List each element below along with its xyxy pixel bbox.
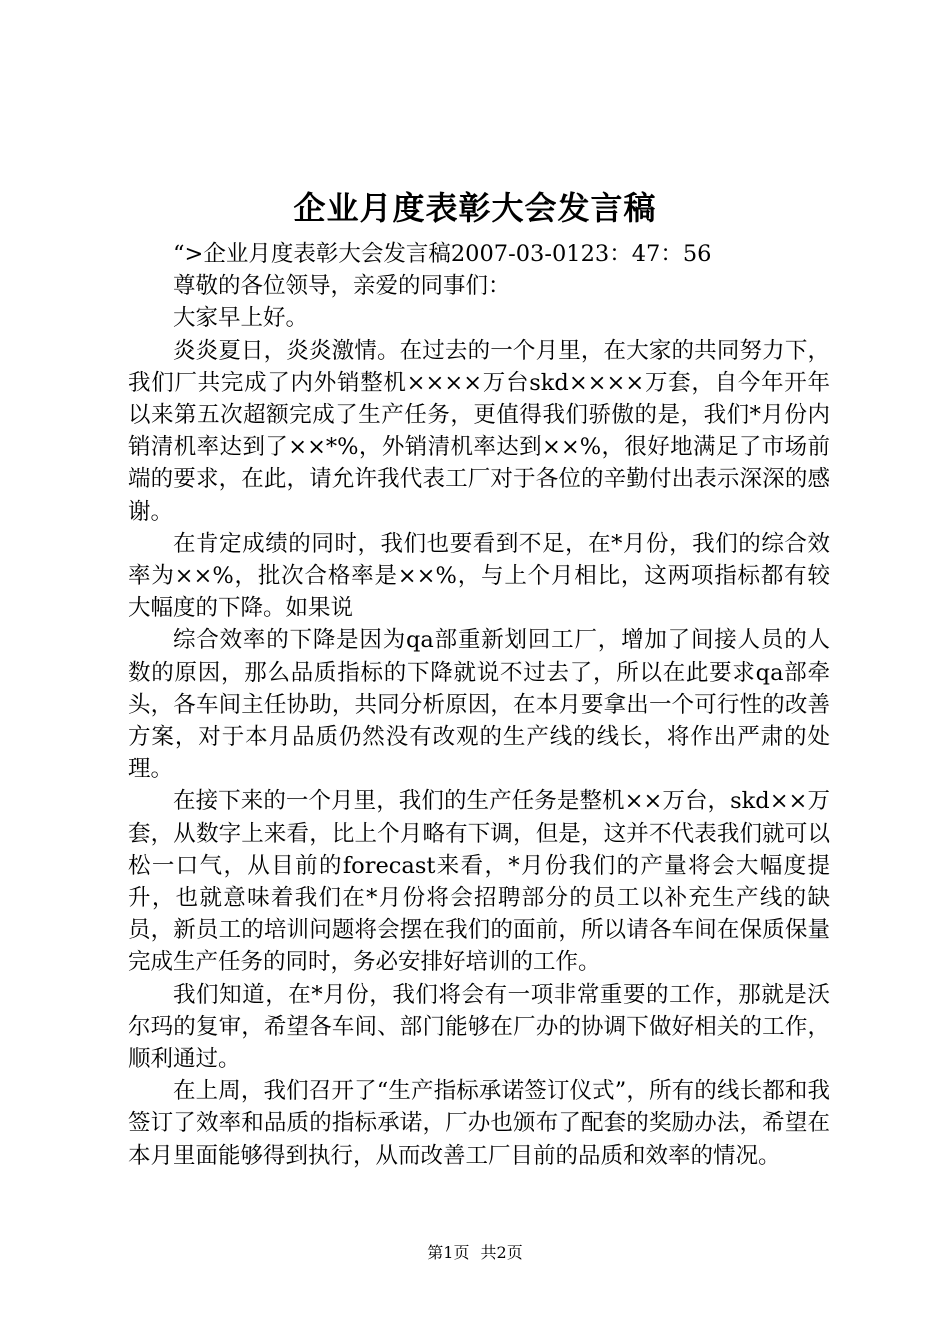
paragraph-efficiency-analysis: 综合效率的下降是因为qa部重新划回工厂，增加了间接人员的人数的原因，那么品质指标的下降就说不过去了，所以在此要求qa部牵头，各车间主任协助，共同分析原因，在本月要拿出一个可行性的改善方案，对于本月品质仍然没有改观的生产线的线长，将作出严肃的处理。 [128,627,830,783]
paragraph-shortcomings: 在肯定成绩的同时，我们也要看到不足，在*月份，我们的综合效率为××%，批次合格率是××%，与上个月相比，这两项指标都有较大幅度的下降。如果说 [128,530,830,622]
paragraph-greeting: 大家早上好。 [173,305,309,332]
document-body [128,238,830,1172]
page-total: 共2页 [480,1243,523,1262]
paragraph-commitment-ceremony: 在上周，我们召开了“生产指标承诺签订仪式”，所有的线长都和我签订了效率和品质的指标承诺，厂办也颁布了配套的奖励办法，希望在本月里面能够得到执行，从而改善工厂目前的品质和效率的情况。 [128,1078,830,1169]
paragraph-header-line: “>企业月度表彰大会发言稿2007-03-0123：47：56 [173,241,712,267]
paragraph-next-month-tasks: 在接下来的一个月里，我们的生产任务是整机××万台，skd××万套，从数字上来看，比上个月略有下调，但是，这并不代表我们就可以松一口气，从目前的forecast来看，*月份我们的产量将会大幅度提升，也就意味着我们在*月份将会招聘部分的员工以补充生产线的缺员，新员工的培训问题将会摆在我们的面前，所以请各车间在保质保量完成生产任务的同时，务必安排好培训的工作。 [128,788,830,976]
page-number: 第1页 [427,1243,470,1262]
paragraph-walmart-audit: 我们知道，在*月份，我们将会有一项非常重要的工作，那就是沃尔玛的复审，希望各车间、部门能够在厂办的协调下做好相关的工作，顺利通过。 [128,981,830,1073]
paragraph-salutation: 尊敬的各位领导，亲爱的同事们： [173,273,511,300]
paragraph-achievements: 炎炎夏日，炎炎激情。在过去的一个月里，在大家的共同努力下，我们厂共完成了内外销整机××××万台skd××××万套，自今年开年以来第五次超额完成了生产任务，更值得我们骄傲的是，我们*月份内销清机率达到了××*%，外销清机率达到××%，很好地满足了市场前端的要求，在此，请允许我代表工厂对于各位的辛勤付出表示深深的感谢。 [128,337,830,525]
document-title: 企业月度表彰大会发言稿 [293,189,657,227]
page-footer [0,1242,950,1264]
